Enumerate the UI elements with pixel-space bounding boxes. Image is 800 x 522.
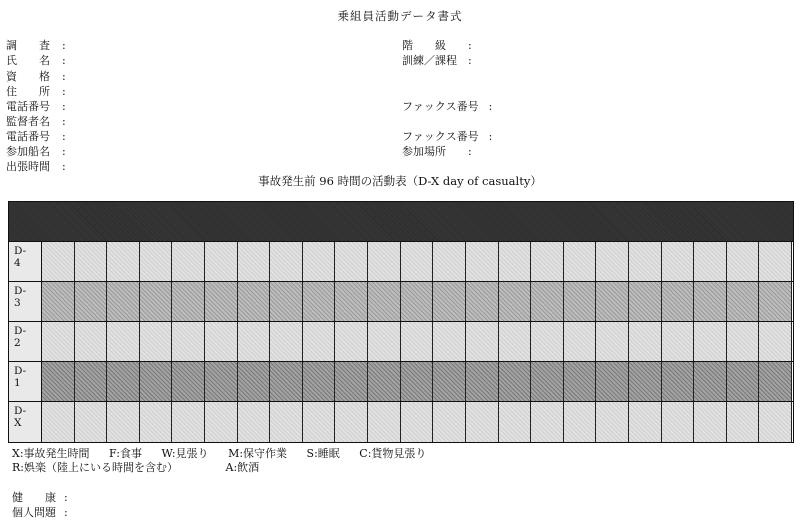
legend-item: S:睡眠 xyxy=(306,447,340,460)
grid-cell[interactable] xyxy=(205,242,238,281)
grid-cell[interactable] xyxy=(75,362,108,401)
grid-cell[interactable] xyxy=(303,402,336,442)
grid-cell[interactable] xyxy=(662,362,695,401)
grid-cell[interactable] xyxy=(531,242,564,281)
grid-cell[interactable] xyxy=(694,402,727,442)
grid-row xyxy=(9,362,793,402)
grid-cell[interactable] xyxy=(727,242,760,281)
grid-cell[interactable] xyxy=(499,282,532,321)
grid-row-label xyxy=(9,402,42,442)
grid-cell[interactable] xyxy=(205,362,238,401)
row-label-prefix: D- xyxy=(14,285,27,297)
grid-cell[interactable] xyxy=(107,322,140,361)
grid-cell[interactable] xyxy=(303,242,336,281)
field-rank: 階 級 : xyxy=(402,39,472,52)
grid-cell[interactable] xyxy=(629,242,662,281)
grid-cell[interactable] xyxy=(662,282,695,321)
grid-cell[interactable] xyxy=(172,362,205,401)
grid-cell[interactable] xyxy=(238,242,271,281)
row-label-day: 3 xyxy=(14,297,21,309)
grid-cell[interactable] xyxy=(270,242,303,281)
field-personal-issues: 個人問題 : xyxy=(12,506,68,519)
grid-cell[interactable] xyxy=(499,362,532,401)
grid-cell[interactable] xyxy=(270,282,303,321)
grid-cell[interactable] xyxy=(466,402,499,442)
grid-cell[interactable] xyxy=(433,402,466,442)
grid-cell[interactable] xyxy=(759,322,792,361)
grid-cell[interactable] xyxy=(140,282,173,321)
grid-cell[interactable] xyxy=(596,282,629,321)
field-location: 参加場所 : xyxy=(402,145,472,158)
row-label-day: 2 xyxy=(14,337,21,349)
grid-cell[interactable] xyxy=(140,362,173,401)
row-label-prefix: D- xyxy=(14,325,27,337)
grid-cell[interactable] xyxy=(335,402,368,442)
field-fax: ファックス番号 : xyxy=(402,100,493,113)
grid-cell[interactable] xyxy=(466,322,499,361)
grid-cell[interactable] xyxy=(401,282,434,321)
grid-cell[interactable] xyxy=(335,242,368,281)
grid-cell[interactable] xyxy=(303,282,336,321)
grid-cell[interactable] xyxy=(270,362,303,401)
grid-cell[interactable] xyxy=(759,362,792,401)
grid-cell[interactable] xyxy=(42,282,75,321)
grid-cell[interactable] xyxy=(466,242,499,281)
grid-cell[interactable] xyxy=(107,362,140,401)
grid-cell[interactable] xyxy=(238,362,271,401)
grid-cell[interactable] xyxy=(75,242,108,281)
field-qualification: 資 格 : xyxy=(6,70,66,83)
grid-cell[interactable] xyxy=(531,402,564,442)
legend-item: W:見張り xyxy=(161,447,209,460)
grid-cell[interactable] xyxy=(401,322,434,361)
grid-cell[interactable] xyxy=(303,362,336,401)
field-address: 住 所 : xyxy=(6,85,66,98)
grid-cell[interactable] xyxy=(172,402,205,442)
grid-cell[interactable] xyxy=(466,282,499,321)
grid-cell[interactable] xyxy=(629,282,662,321)
grid-cell[interactable] xyxy=(303,322,336,361)
field-supervisor-phone: 電話番号 : xyxy=(6,130,66,143)
grid-cell[interactable] xyxy=(140,402,173,442)
grid-cell[interactable] xyxy=(759,242,792,281)
grid-cell[interactable] xyxy=(335,322,368,361)
grid-cell[interactable] xyxy=(401,402,434,442)
grid-cell[interactable] xyxy=(238,282,271,321)
grid-cell[interactable] xyxy=(564,322,597,361)
grid-cell[interactable] xyxy=(564,362,597,401)
grid-cell[interactable] xyxy=(401,362,434,401)
legend-item: R:娯楽（陸上にいる時間を含む） xyxy=(12,461,178,474)
grid-cell[interactable] xyxy=(629,402,662,442)
row-label-prefix: D- xyxy=(14,245,27,257)
grid-cell[interactable] xyxy=(694,282,727,321)
field-duty-time: 出張時間 : xyxy=(6,160,66,173)
grid-cell[interactable] xyxy=(238,402,271,442)
grid-cell[interactable] xyxy=(759,402,792,442)
grid-row-label xyxy=(9,242,42,281)
grid-cell[interactable] xyxy=(270,402,303,442)
grid-cell[interactable] xyxy=(531,322,564,361)
grid-row xyxy=(9,282,793,322)
grid-cell[interactable] xyxy=(629,322,662,361)
field-supervisor: 監督者名 : xyxy=(6,115,66,128)
row-label-day: 1 xyxy=(14,377,21,389)
grid-cell[interactable] xyxy=(531,282,564,321)
grid-cell[interactable] xyxy=(205,282,238,321)
grid-cell[interactable] xyxy=(564,402,597,442)
row-label-day: X xyxy=(14,417,22,429)
grid-cell[interactable] xyxy=(629,362,662,401)
grid-cell[interactable] xyxy=(433,282,466,321)
grid-cell[interactable] xyxy=(75,322,108,361)
grid-cell[interactable] xyxy=(205,402,238,442)
grid-row-label xyxy=(9,322,42,361)
doc-title: 乗組員活動データ書式 xyxy=(337,9,463,23)
grid-cell[interactable] xyxy=(466,362,499,401)
grid-cell[interactable] xyxy=(401,242,434,281)
grid-cell[interactable] xyxy=(662,322,695,361)
grid-cell[interactable] xyxy=(368,282,401,321)
grid-row-label xyxy=(9,362,42,401)
grid-cell[interactable] xyxy=(238,322,271,361)
field-investigator: 調 査 : xyxy=(6,39,66,52)
grid-cell[interactable] xyxy=(75,282,108,321)
field-training: 訓練／課程 : xyxy=(402,54,472,67)
grid-cell[interactable] xyxy=(205,322,238,361)
grid-cell[interactable] xyxy=(694,362,727,401)
grid-cell[interactable] xyxy=(564,282,597,321)
legend-item: M:保守作業 xyxy=(228,447,288,460)
grid-cell[interactable] xyxy=(172,322,205,361)
grid-header-band xyxy=(9,202,793,242)
grid-cell[interactable] xyxy=(368,362,401,401)
grid-cell[interactable] xyxy=(75,402,108,442)
grid-cell[interactable] xyxy=(368,322,401,361)
table-title: 事故発生前 96 時間の活動表（D-X day of casualty） xyxy=(258,174,542,188)
grid-cell[interactable] xyxy=(499,322,532,361)
legend-item: C:貨物見張り xyxy=(359,447,427,460)
grid-cell[interactable] xyxy=(596,402,629,442)
grid-cell[interactable] xyxy=(368,242,401,281)
field-supervisor-fax: ファックス番号 : xyxy=(402,130,493,143)
grid-cell[interactable] xyxy=(107,282,140,321)
grid-cell[interactable] xyxy=(335,282,368,321)
grid-cell[interactable] xyxy=(694,242,727,281)
legend-item: F:食事 xyxy=(109,447,142,460)
legend-item: A:飲酒 xyxy=(225,461,260,474)
grid-cell[interactable] xyxy=(727,402,760,442)
grid-cell[interactable] xyxy=(172,242,205,281)
grid-cell[interactable] xyxy=(564,242,597,281)
grid-cell[interactable] xyxy=(499,402,532,442)
grid-row xyxy=(9,402,793,442)
row-label-prefix: D- xyxy=(14,365,27,377)
legend-line-2 xyxy=(12,460,275,475)
grid-cell[interactable] xyxy=(531,362,564,401)
grid-cell[interactable] xyxy=(727,322,760,361)
grid-cell[interactable] xyxy=(107,402,140,442)
grid-cell[interactable] xyxy=(140,242,173,281)
grid-cell[interactable] xyxy=(107,242,140,281)
grid-cell[interactable] xyxy=(433,362,466,401)
grid-cell[interactable] xyxy=(172,282,205,321)
grid-cell[interactable] xyxy=(433,322,466,361)
grid-cell[interactable] xyxy=(596,362,629,401)
activity-grid xyxy=(8,201,794,443)
legend-line-1 xyxy=(12,446,442,461)
grid-cell[interactable] xyxy=(596,242,629,281)
grid-cell[interactable] xyxy=(662,242,695,281)
grid-cell[interactable] xyxy=(499,242,532,281)
grid-cell[interactable] xyxy=(727,362,760,401)
grid-cell[interactable] xyxy=(694,322,727,361)
grid-row xyxy=(9,242,793,282)
grid-cell[interactable] xyxy=(368,402,401,442)
grid-cell[interactable] xyxy=(42,362,75,401)
row-label-prefix: D- xyxy=(14,405,27,417)
grid-cell[interactable] xyxy=(662,402,695,442)
grid-cell[interactable] xyxy=(759,282,792,321)
grid-row-label xyxy=(9,282,42,321)
grid-cell[interactable] xyxy=(596,322,629,361)
grid-cell[interactable] xyxy=(140,322,173,361)
grid-row xyxy=(9,322,793,362)
grid-cell[interactable] xyxy=(42,402,75,442)
field-name: 氏 名 : xyxy=(6,54,66,67)
grid-cell[interactable] xyxy=(433,242,466,281)
grid-cell[interactable] xyxy=(270,322,303,361)
row-label-day: 4 xyxy=(14,257,21,269)
field-phone: 電話番号 : xyxy=(6,100,66,113)
grid-cell[interactable] xyxy=(335,362,368,401)
grid-cell[interactable] xyxy=(42,322,75,361)
field-health: 健 康 : xyxy=(12,491,68,504)
grid-cell[interactable] xyxy=(727,282,760,321)
grid-cell[interactable] xyxy=(42,242,75,281)
legend-item: X:事故発生時間 xyxy=(12,447,90,460)
field-vessel: 参加船名 : xyxy=(6,145,66,158)
